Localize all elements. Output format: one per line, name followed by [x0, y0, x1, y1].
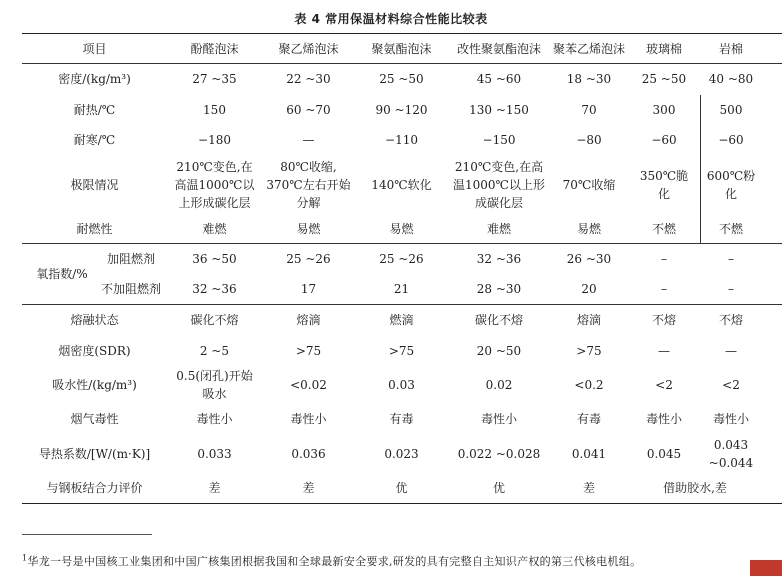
table-cell: —	[658, 344, 670, 358]
table-cell: 210℃变色,在高 温1000℃以上形 成碳化层	[453, 160, 545, 210]
table-cell: 0.5(闭孔)开始 吸水	[176, 369, 253, 401]
table-cell: 32 ~36	[192, 282, 237, 296]
column-header: 聚乙烯泡沫	[278, 41, 339, 56]
table-cell: 70	[581, 102, 597, 117]
row-sublabel-with-retardant: 加阻燃剂	[106, 252, 155, 266]
table-cell: >75	[295, 344, 322, 358]
table-cell: 熔滴	[576, 313, 601, 327]
table-cell: 毒性小	[645, 412, 682, 426]
table-cell: 不熔	[651, 313, 676, 327]
table-cell: 27 ~35	[192, 72, 237, 86]
table-cell: 45 ~60	[476, 72, 522, 86]
row-sublabel-without-retardant: 不加阻燃剂	[100, 282, 161, 296]
column-header: 聚氨酯泡沫	[371, 41, 432, 56]
table-cell: 300	[652, 102, 676, 117]
row-label-conductivity: 导热系数/[W/(m·K)]	[38, 447, 151, 461]
table-cell: 22 ~30	[286, 72, 331, 86]
table-cell: <0.02	[290, 378, 327, 392]
row-label-density: 密度/(kg/m³)	[58, 72, 131, 86]
table-cell: 36 ~50	[192, 252, 237, 266]
table-cell: 28 ~30	[476, 282, 522, 296]
table-cell: 25 ~26	[286, 252, 331, 266]
row-label-oxygen: 氧指数/%	[36, 267, 88, 281]
table-cell: 0.02	[485, 378, 513, 392]
table-cell: 差	[302, 481, 315, 495]
table-cell: 2 ~5	[199, 344, 230, 358]
table-cell: 有毒	[389, 412, 414, 426]
table-cell: 40 ~80	[708, 72, 754, 86]
table-cell: 70℃收缩	[562, 178, 616, 192]
row-label-smoke: 烟密度(SDR)	[58, 344, 131, 358]
table-cell: 0.036	[291, 447, 326, 461]
table-cell: 20	[581, 282, 597, 296]
table-cell-merged: 借助胶水,差	[663, 481, 727, 495]
table-cell: –	[661, 252, 667, 266]
table-cell: 有毒	[576, 412, 601, 426]
column-header: 玻璃棉	[645, 41, 682, 56]
table-cell: 25 ~26	[379, 252, 424, 266]
row-label-toxicity: 烟气毒性	[70, 412, 119, 426]
page-corner-mark	[750, 560, 782, 576]
table-cell: 熔滴	[296, 313, 321, 327]
table-bottom-rule	[22, 503, 782, 504]
table-cell: 碳化不熔	[190, 313, 239, 327]
table-cell: 不燃	[651, 222, 676, 236]
footnote-mark: 1	[22, 553, 28, 563]
table-cell: 易燃	[296, 222, 321, 236]
table-cell: —	[302, 133, 315, 147]
footnote-text: 华龙一号是中国核工业集团和中国广核集团根据我国和全球最新安全要求,研发的具有完整自主知识产权的第三代核电机组。	[27, 555, 642, 568]
table-cell: 32 ~36	[476, 252, 522, 266]
table-cell: 600℃粉 化	[706, 169, 756, 201]
table-cell: 150	[203, 102, 226, 117]
table-cell: 18 ~30	[566, 72, 612, 86]
footnote-rule	[22, 534, 152, 535]
table-cell: 毒性小	[480, 412, 517, 426]
table-cell: <2	[655, 378, 673, 392]
table-cell: 25 ~50	[379, 72, 424, 86]
table-cell: 0.043 ~0.044	[708, 438, 754, 470]
table-cell: 0.022 ~0.028	[457, 447, 541, 461]
column-header: 聚苯乙烯泡沫	[552, 41, 625, 56]
table-cell: 差	[582, 481, 595, 495]
table-cell: 140℃软化	[371, 178, 432, 192]
table-cell: 21	[393, 282, 410, 296]
table-cell: 17	[300, 282, 317, 296]
table-cell: 优	[395, 481, 408, 495]
column-header: 酚醛泡沫	[190, 41, 239, 56]
footnote	[22, 553, 641, 569]
table-cell: <2	[722, 378, 740, 392]
table-cell: 20 ~50	[476, 344, 522, 358]
table-cell: 0.045	[646, 447, 682, 461]
table-cell: <0.2	[574, 378, 604, 392]
table-cell: 500	[719, 102, 743, 117]
table-cell: 燃滴	[389, 313, 414, 327]
table-cell: 26 ~30	[566, 252, 612, 266]
row-label-bonding: 与钢板结合力评价	[46, 481, 143, 495]
table-cell: −80	[576, 133, 602, 147]
table-cell: 易燃	[576, 222, 601, 236]
table-cell: –	[728, 252, 734, 266]
table-cell: 难燃	[202, 222, 227, 236]
row-label-water: 吸水性/(kg/m³)	[52, 378, 137, 392]
table-caption: 表 4 常用保温材料综合性能比较表	[294, 12, 488, 26]
table-cell: 毒性小	[712, 412, 749, 426]
table-cell: −180	[198, 133, 231, 147]
table-cell: 毒性小	[290, 412, 327, 426]
table-cell: −60	[651, 133, 677, 147]
table-cell: —	[725, 344, 737, 358]
row-label-flammability: 耐燃性	[76, 222, 113, 236]
row-label-cold: 耐寒/℃	[73, 133, 116, 147]
row-label-heat: 耐热/℃	[73, 102, 116, 117]
header-item-label: 项目	[82, 41, 107, 56]
table-cell: −60	[718, 133, 744, 147]
table-cell: 0.033	[197, 447, 232, 461]
row-label-melting: 熔融状态	[70, 313, 119, 327]
column-header: 改性聚氨酯泡沫	[456, 41, 541, 56]
table-cell: 不燃	[718, 222, 743, 236]
table-cell: 90 ~120	[375, 102, 428, 117]
table-cell: 难燃	[486, 222, 511, 236]
row-label-limit: 极限情况	[70, 178, 119, 192]
table-cell: −150	[482, 133, 516, 147]
table-cell: 60 ~70	[286, 102, 331, 117]
table-cell: 差	[208, 481, 221, 495]
table-cell: 350℃脆 化	[639, 169, 689, 201]
table-cell: 210℃变色,在 高温1000℃以 上形成碳化层	[174, 160, 255, 210]
table-cell: –	[661, 282, 667, 296]
table-cell: 易燃	[389, 222, 414, 236]
table-cell: >75	[388, 344, 415, 358]
table-cell: 0.041	[571, 447, 607, 461]
table-cell: 碳化不熔	[474, 313, 523, 327]
table-cell: 80℃收缩, 370℃左右开始 分解	[266, 160, 351, 210]
table-cell: >75	[576, 344, 602, 358]
table-cell: 优	[492, 481, 505, 495]
table-cell: 25 ~50	[641, 72, 687, 86]
table-cell: 毒性小	[196, 412, 233, 426]
table-cell: –	[728, 282, 734, 296]
column-header: 岩棉	[718, 41, 743, 56]
table-cell: 130 ~150	[469, 102, 529, 117]
table-cell: 0.03	[388, 378, 415, 392]
table-cell: 不熔	[718, 313, 743, 327]
table-cell: 0.023	[384, 447, 419, 461]
table-cell: −110	[385, 133, 418, 147]
